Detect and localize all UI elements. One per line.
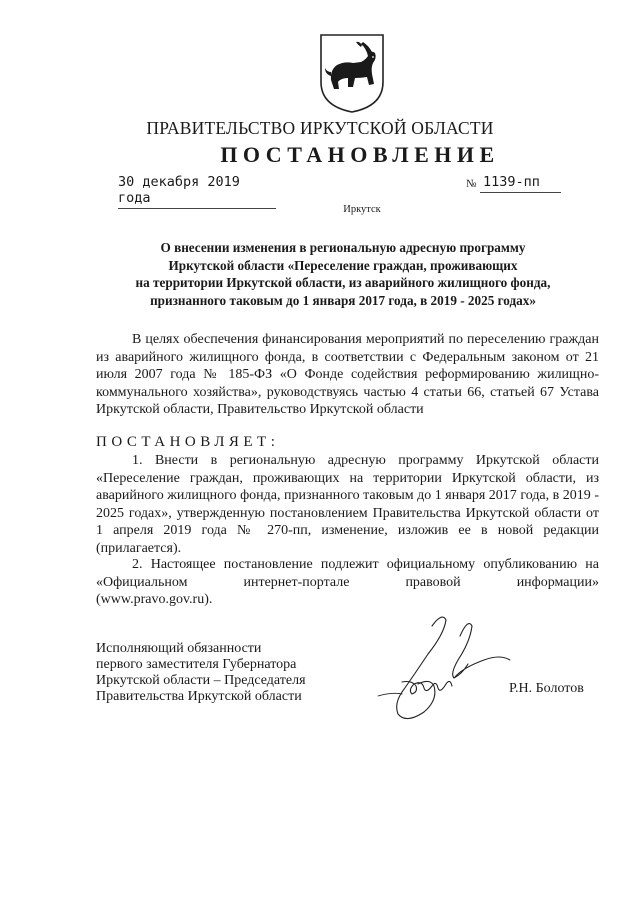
heading-line: Иркутской области «Переселение граждан, проживающих bbox=[168, 257, 518, 273]
position-line: первого заместителя Губернатора bbox=[96, 657, 297, 672]
item-2-text: 2. Настоящее постановление подлежит официальному опубликованию на «Официальном интернет-портале правовой информации» bbox=[96, 557, 599, 590]
item-2-paragraph bbox=[96, 556, 599, 609]
document-heading bbox=[96, 239, 590, 309]
heading-line: признанного таковым до 1 января 2017 года, в 2019 - 2025 годах» bbox=[150, 292, 536, 308]
item-2-url: (www.pravo.gov.ru). bbox=[96, 592, 213, 607]
document-number: 1139-пп bbox=[480, 174, 561, 193]
decree-word: ПОСТАНОВЛЯЕТ: bbox=[96, 434, 280, 450]
signatory-name: Р.Н. Болотов bbox=[509, 681, 584, 696]
preamble-paragraph: В целях обеспечения финансирования мероприятий по переселению граждан из аварийного жилищного фонда, в соответствии с Федеральным законом от 21 июля 2007 года № 185-ФЗ «О Фонде содействия реформированию жилищно-коммунального хозяйства», руководствуясь частью 4 статьи 66, статьей 67 Устава Иркутской области, Правительство Иркутской области bbox=[96, 332, 599, 417]
number-sign: № bbox=[466, 178, 477, 190]
city-name: Иркутск bbox=[343, 204, 381, 215]
document-type: ПОСТАНОВЛЕНИЕ bbox=[220, 142, 500, 167]
heading-line: на территории Иркутской области, из аварийного жилищного фонда, bbox=[135, 275, 551, 290]
signatory-position bbox=[96, 641, 306, 705]
heading-line: О внесении изменения в региональную адресную программу bbox=[160, 240, 526, 255]
handwritten-signature-icon bbox=[372, 608, 514, 738]
document-date: 30 декабря 2019 года bbox=[118, 174, 276, 209]
item-1-paragraph: 1. Внести в региональную адресную программу Иркутской области «Переселение граждан, проживающих на территории Иркутской области, из аварийного жилищного фонда, признанного таковым до 1 января 2017 года, в 2019 - 2025 годах», утвержденную постановлением Правительства Иркутской области от 1 апреля 2019 года № 270-пп, изменение, изложив ее в новой редакции (прилагается). bbox=[96, 453, 599, 556]
government-title: ПРАВИТЕЛЬСТВО ИРКУТСКОЙ ОБЛАСТИ bbox=[146, 118, 494, 138]
position-line: Правительства Иркутской области bbox=[96, 689, 302, 704]
position-line: Иркутской области – Председателя bbox=[96, 673, 306, 688]
position-line: Исполняющий обязанности bbox=[96, 641, 262, 656]
coat-of-arms-icon bbox=[317, 32, 387, 114]
